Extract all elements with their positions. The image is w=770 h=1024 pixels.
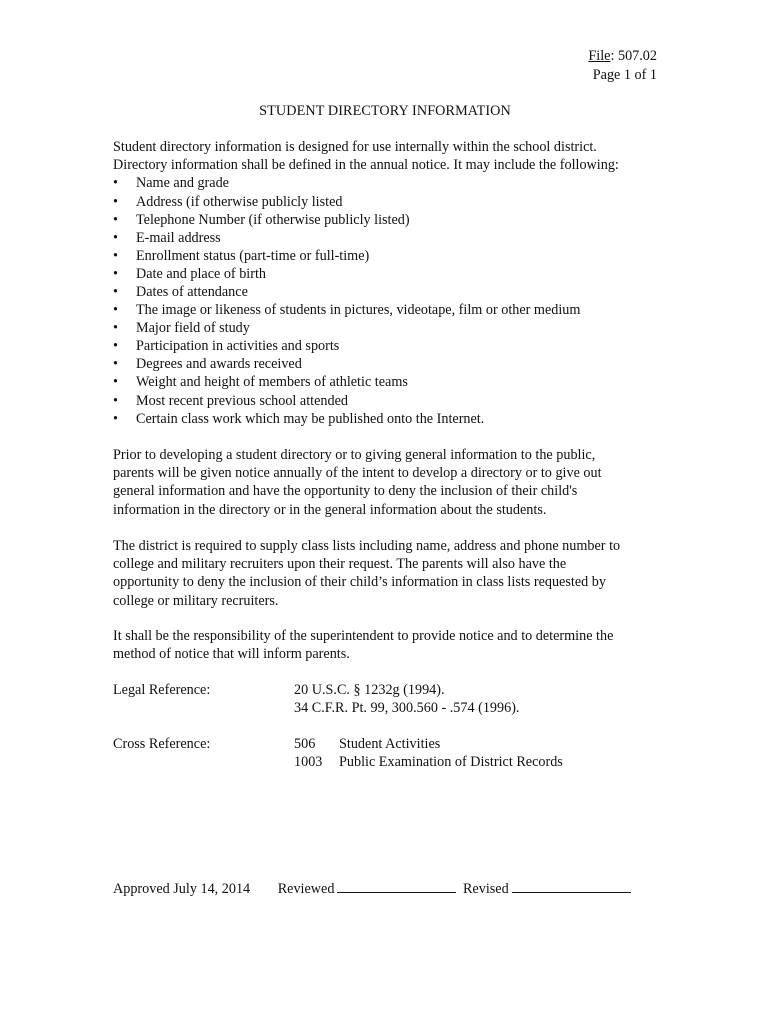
file-header bbox=[588, 47, 657, 85]
list-item: • Enrollment status (part-time or full-time) bbox=[113, 247, 370, 264]
intro-line-1: Student directory information is designed for use internally within the school district. bbox=[113, 139, 597, 155]
list-item: • Certain class work which may be published onto the Internet. bbox=[113, 410, 485, 427]
paragraph-line: method of notice that will inform parents. bbox=[113, 646, 350, 663]
list-item: • Participation in activities and sports bbox=[113, 338, 340, 355]
legal-reference-values bbox=[294, 681, 519, 717]
list-item: • Weight and height of members of athletic teams bbox=[113, 374, 408, 391]
policy-code: 506 bbox=[294, 736, 316, 752]
policy-code: 1003 bbox=[294, 754, 323, 771]
legal-citation: 34 C.F.R. Pt. 99, 300.560 - .574 (1996). bbox=[294, 700, 520, 717]
reviewed-blank-line bbox=[337, 880, 456, 893]
list-item: • Dates of attendance bbox=[113, 283, 248, 300]
cross-reference-label: Cross Reference: bbox=[113, 736, 211, 752]
page-info: Page 1 of 1 bbox=[592, 67, 657, 83]
directory-items-list bbox=[113, 174, 673, 427]
paragraph-line: general information and have the opportunity to deny the inclusion of their child's bbox=[113, 483, 578, 500]
intro-section bbox=[113, 138, 673, 428]
paragraph-line: The district is required to supply class lists including name, address and phone number to bbox=[113, 538, 621, 554]
bullet-icon: • bbox=[113, 247, 118, 264]
legal-reference-label: Legal Reference: bbox=[113, 682, 211, 698]
paragraph-line: opportunity to deny the inclusion of their child’s information in class lists requested by bbox=[113, 574, 606, 591]
bullet-icon: • bbox=[113, 320, 118, 337]
bullet-icon: • bbox=[113, 338, 118, 355]
list-item: • Name and grade bbox=[113, 175, 229, 192]
bullet-icon: • bbox=[113, 265, 118, 282]
revised-blank-line bbox=[512, 880, 631, 893]
file-label: File bbox=[588, 48, 611, 64]
bullet-icon: • bbox=[113, 392, 118, 409]
list-item: • E-mail address bbox=[113, 229, 221, 246]
policy-title: Public Examination of District Records bbox=[339, 754, 563, 771]
bullet-icon: • bbox=[113, 211, 118, 228]
bullet-icon: • bbox=[113, 193, 118, 210]
list-item: • Address (if otherwise publicly listed bbox=[113, 193, 343, 210]
bullet-icon: • bbox=[113, 302, 118, 319]
file-number-line bbox=[588, 47, 657, 66]
list-item: • Telephone Number (if otherwise publicly listed) bbox=[113, 211, 410, 228]
paragraph-line: college or military recruiters. bbox=[113, 592, 279, 609]
list-item: • Date and place of birth bbox=[113, 265, 266, 282]
responsibility-paragraph bbox=[113, 627, 673, 663]
list-item: • Most recent previous school attended bbox=[113, 392, 348, 409]
reviewed-label: Reviewed bbox=[277, 881, 335, 897]
intro-line-2: Directory information shall be defined in the annual notice. It may include the following: bbox=[113, 157, 619, 174]
paragraph-line: It shall be the responsibility of the superintendent to provide notice and to determine the bbox=[113, 628, 614, 644]
paragraph-line: college and military recruiters upon their request. The parents will also have the bbox=[113, 556, 567, 573]
document-title: STUDENT DIRECTORY INFORMATION bbox=[259, 103, 511, 119]
bullet-icon: • bbox=[113, 175, 118, 192]
list-item: • The image or likeness of students in pictures, videotape, film or other medium bbox=[113, 302, 581, 319]
bullet-icon: • bbox=[113, 283, 118, 300]
policy-title: Student Activities bbox=[339, 736, 441, 752]
revised-label: Revised bbox=[462, 881, 509, 897]
bullet-icon: • bbox=[113, 229, 118, 246]
paragraph-line: Prior to developing a student directory or to giving general information to the public, bbox=[113, 447, 596, 463]
list-item: • Degrees and awards received bbox=[113, 356, 302, 373]
cross-reference-item bbox=[294, 735, 563, 753]
notice-paragraph bbox=[113, 446, 673, 519]
bullet-icon: • bbox=[113, 410, 118, 427]
paragraph-line: parents will be given notice annually of the intent to develop a directory or to give out bbox=[113, 465, 602, 482]
bullet-icon: • bbox=[113, 356, 118, 373]
cross-reference-item bbox=[294, 753, 563, 771]
file-number: : 507.02 bbox=[610, 48, 657, 64]
cross-reference-values bbox=[294, 735, 563, 771]
list-item: • Major field of study bbox=[113, 320, 250, 337]
recruiters-paragraph bbox=[113, 537, 673, 610]
bullet-icon: • bbox=[113, 374, 118, 391]
paragraph-line: information in the directory or in the general information about the students. bbox=[113, 501, 547, 518]
approved-date: Approved July 14, 2014 bbox=[113, 881, 251, 897]
legal-citation: 20 U.S.C. § 1232g (1994). bbox=[294, 682, 445, 698]
approval-footer bbox=[113, 880, 631, 898]
